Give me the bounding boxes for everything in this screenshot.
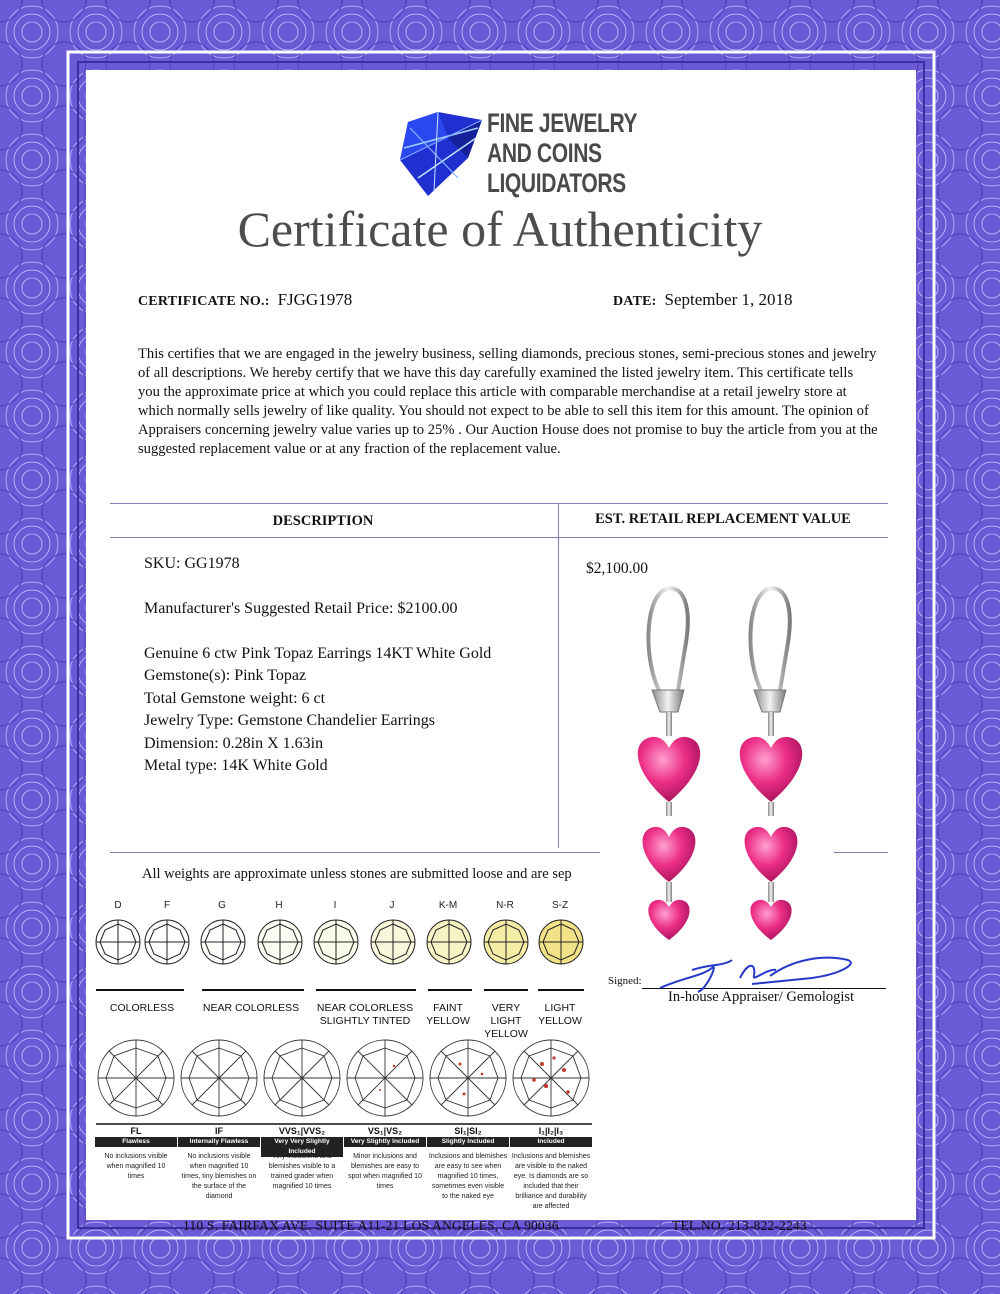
detail-gemstone: Gemstone(s): Pink Topaz xyxy=(144,667,307,684)
color-category: NEAR COLORLESS xyxy=(202,1002,300,1014)
clarity-description: Tiny inclusions and blemishes visible to a trained grader when magnified 10 times xyxy=(268,1153,336,1190)
blue-gem-icon xyxy=(398,108,488,200)
detail-type: Jewelry Type: Gemstone Chandelier Earrings xyxy=(144,712,435,729)
clarity-code: I₁|I₂|I₃ xyxy=(538,1126,564,1136)
footer-address: 110 S. FAIRFAX AVE. SUITE A11-21 LOS ANGELES, CA 90036 xyxy=(183,1218,559,1233)
signed-label: Signed: xyxy=(608,975,642,987)
diamond-j xyxy=(371,920,415,964)
color-category: LIGHT YELLOW xyxy=(538,1002,582,1027)
clarity-code: SI₁|SI₂ xyxy=(454,1126,482,1136)
clarity-name: Flawless xyxy=(95,1137,177,1147)
color-category: NEAR COLORLESS SLIGHTLY TINTED xyxy=(316,1002,414,1027)
table-header-rule xyxy=(110,537,888,538)
clarity-description: No inclusions visible when magnified 10 times xyxy=(104,1153,168,1180)
diamond-f xyxy=(145,920,189,964)
color-grade-label: J xyxy=(389,900,395,911)
certificate-date: DATE: September 1, 2018 xyxy=(613,290,793,309)
detail-weight: Total Gemstone weight: 6 ct xyxy=(144,690,326,707)
detail-description: Genuine 6 ctw Pink Topaz Earrings 14KT White Gold xyxy=(144,645,492,662)
color-category: FAINT YELLOW xyxy=(426,1002,470,1027)
clarity-name: Internally Flawless xyxy=(178,1137,260,1147)
table-column-divider xyxy=(558,503,559,848)
color-grade-label: I xyxy=(333,900,337,911)
detail-metal: Metal type: 14K White Gold xyxy=(144,757,328,774)
clarity-code: FL xyxy=(130,1126,142,1136)
color-grade-label: D xyxy=(114,900,122,911)
clarity-description: No inclusions visible when magnified 10 times, tiny blemishes on the surface of the diamond xyxy=(181,1153,257,1200)
clarity-code: VVS₁|VVS₂ xyxy=(278,1126,326,1136)
clarity-name: Slightly Included xyxy=(427,1137,509,1147)
diamond-g xyxy=(201,920,245,964)
color-grade-label: K-M xyxy=(438,900,458,911)
diamond-i xyxy=(314,920,358,964)
clarity-description: Inclusions and blemishes are easy to see when magnified 10 times, sometimes even visible to the naked eye xyxy=(428,1153,508,1200)
diamond-n-r xyxy=(484,920,528,964)
color-grade-label: S-Z xyxy=(551,900,569,911)
certification-statement: This certifies that we are engaged in the jewelry business, selling diamonds, precious stones, semi-precious stones and jewelry of all descriptions. We hereby certify that we have this day carefully examined the listed jewelry item. This certificate tells you the approximate price at which you could replace this article with comparable merchandise at a retail jewelry store at which normally sells jewelry of like quality. You should not expect to be able to sell this item for this amount. The opinion of Appraisers concerning jewelry value varies up to 25% . Our Auction House does not promise to buy the article from you at the suggested replacement value or at any fraction of the replacement value. xyxy=(138,346,878,457)
company-logo-text: FINE JEWELRY AND COINS LIQUIDATORS xyxy=(487,108,638,198)
color-grade-label: G xyxy=(218,900,226,911)
color-grade-label: N-R xyxy=(496,900,514,911)
diamond-k-m xyxy=(427,920,471,964)
color-scale-diamonds xyxy=(92,916,602,996)
value-header: EST. RETAIL REPLACEMENT VALUE xyxy=(595,511,851,527)
certificate-number: CERTIFICATE NO.: FJGG1978 xyxy=(138,290,353,309)
detail-dimension: Dimension: 0.28in X 1.63in xyxy=(144,735,324,752)
color-category: COLORLESS xyxy=(109,1002,175,1014)
msrp: Manufacturer's Suggested Retail Price: $2100.00 xyxy=(144,600,458,617)
table-bottom-rule-right xyxy=(834,852,888,853)
footer-phone: TEL.NO. 213-822-2243 xyxy=(672,1218,807,1233)
clarity-code: IF xyxy=(215,1126,223,1136)
clarity-description: Inclusions and blemishes are visible to the naked eye. Is diamonds are so included that their brilliance and durability are affected xyxy=(511,1153,591,1210)
certificate-title: Certificate of Authenticity xyxy=(237,201,763,257)
appraiser-title: In-house Appraiser/ Gemologist xyxy=(668,989,855,1005)
replacement-value: $2,100.00 xyxy=(586,560,648,577)
clarity-description: Minor inclusions and blemishes are easy to spot when magnified 10 times xyxy=(348,1153,422,1190)
diamond-d xyxy=(96,920,140,964)
table-bottom-rule xyxy=(110,852,600,853)
description-header: DESCRIPTION xyxy=(272,513,374,529)
color-grade-label: F xyxy=(163,900,171,911)
clarity-scale-diamonds xyxy=(94,1034,594,1126)
diamond-s-z xyxy=(539,920,583,964)
table-top-rule xyxy=(110,503,888,504)
sku: SKU: GG1978 xyxy=(144,555,240,572)
color-grade-label: H xyxy=(275,900,283,911)
clarity-name: Included xyxy=(510,1137,592,1147)
diamond-h xyxy=(258,920,302,964)
color-category: VERY LIGHT YELLOW xyxy=(484,1002,528,1040)
weights-note: All weights are approximate unless stones are submitted loose and are sep xyxy=(142,866,572,882)
clarity-name: Very Very Slightly Included xyxy=(261,1137,343,1157)
earrings-photo xyxy=(612,582,824,952)
clarity-code: VS₁|VS₂ xyxy=(367,1126,403,1136)
clarity-name: Very Slightly Included xyxy=(344,1137,426,1147)
